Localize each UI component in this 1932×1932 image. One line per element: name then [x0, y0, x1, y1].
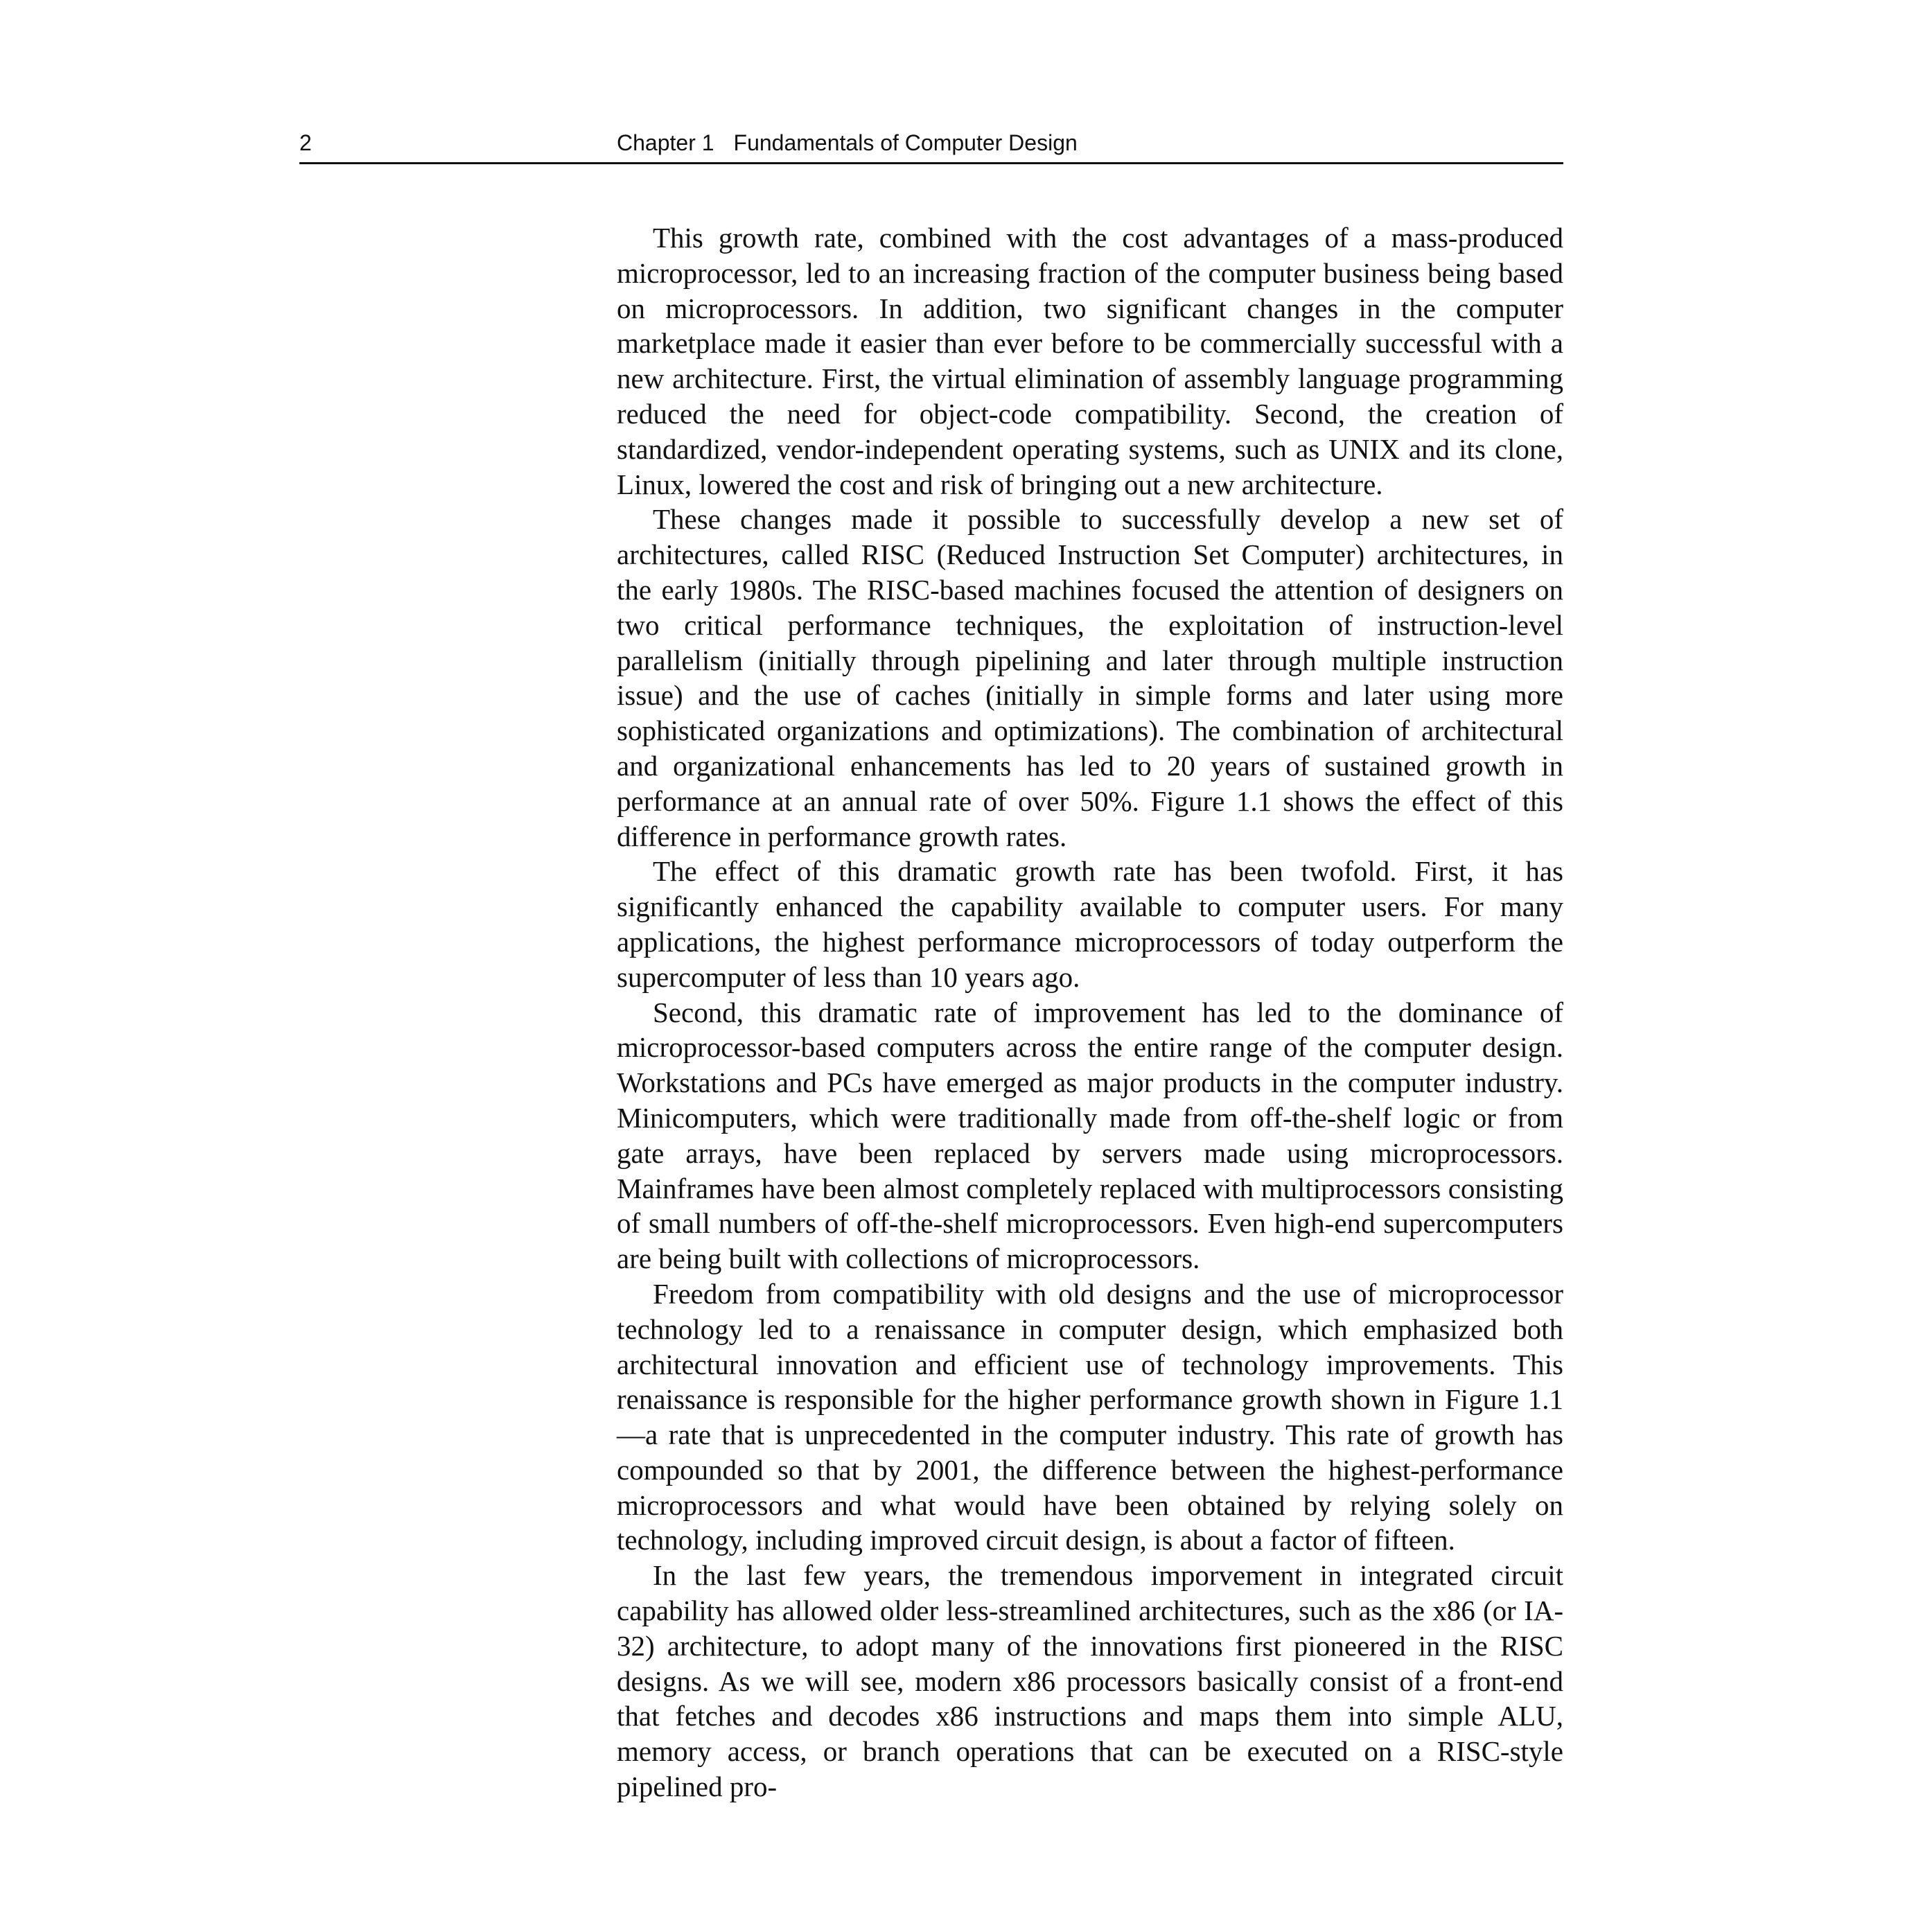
paragraph: This growth rate, combined with the cost advantages of a mass-produced microprocessor, led to an increasing fraction of the computer business being based on microprocessors. In addition, two significant changes in the computer marketplace made it easier than ever before to be commercially successful with a new architecture. First, the virtual elimination of assembly language programming reduced the need for object-code compatibility. Second, the creation of standardized, vendor-independent operating systems, such as UNIX and its clone, Linux, lowered the cost and risk of bringing out a new architecture.: [617, 222, 1563, 500]
paragraph: Second, this dramatic rate of improvement has led to the dominance of microprocessor-based computers across the entire range of the computer design. Workstations and PCs have emerged as major products in the computer industry. Minicomputers, which were traditionally made from off-the-shelf logic or from gate arrays, have been replaced by servers made using microprocessors. Mainframes have been almost completely replaced with multiprocessors consisting of small numbers of off-the-shelf microprocessors. Even high-end supercomputers are being built with collections of microprocessors.: [617, 996, 1563, 1275]
paragraph: Freedom from compatibility with old designs and the use of microprocessor technology led to a renaissance in computer design, which emphasized both architectural innovation and efficient use of technology improvements. This renaissance is responsible for the higher performance growth shown in Figure 1.1—a rate that is unprecedented in the computer industry. This rate of growth has compounded so that by 2001, the difference between the highest-performance microprocessors and what would have been obtained by relying solely on technology, including improved circuit design, is about a factor of fifteen.: [617, 1277, 1563, 1556]
chapter-title: Fundamentals of Computer Design: [733, 130, 1078, 155]
running-head: [617, 132, 1078, 154]
page-number: 2: [299, 130, 312, 155]
paragraph: In the last few years, the tremendous imporvement in integrated circuit capability has allowed older less-streamlined architectures, such as the x86 (or IA-32) architecture, to adopt many of the innovations first pioneered in the RISC designs. As we will see, modern x86 processors basically consist of a front-end that fetches and decodes x86 instructions and maps them into simple ALU, memory access, or branch operations that can be executed on a RISC-style pipelined pro-: [617, 1559, 1563, 1803]
paragraph: The effect of this dramatic growth rate has been twofold. First, it has significantly enhanced the capability available to computer users. For many applications, the highest performance microprocessors of today outperform the supercomputer of less than 10 years ago.: [617, 855, 1563, 993]
paragraph: These changes made it possible to successfully develop a new set of architectures, called RISC (Reduced Instruction Set Computer) architectures, in the early 1980s. The RISC-based machines focused the attention of designers on two critical performance techniques, the exploitation of instruction-level parallelism (initially through pipelining and later through multiple instruction issue) and the use of caches (initially in simple forms and later using more sophisticated organizations and optimizations). The combination of architectural and organizational enhancements has led to 20 years of sustained growth in performance at an annual rate of over 50%. Figure 1.1 shows the effect of this difference in performance growth rates.: [617, 503, 1563, 852]
chapter-label: Chapter 1: [617, 130, 714, 155]
body-text: [617, 220, 1563, 1804]
page-header: [299, 125, 1563, 164]
